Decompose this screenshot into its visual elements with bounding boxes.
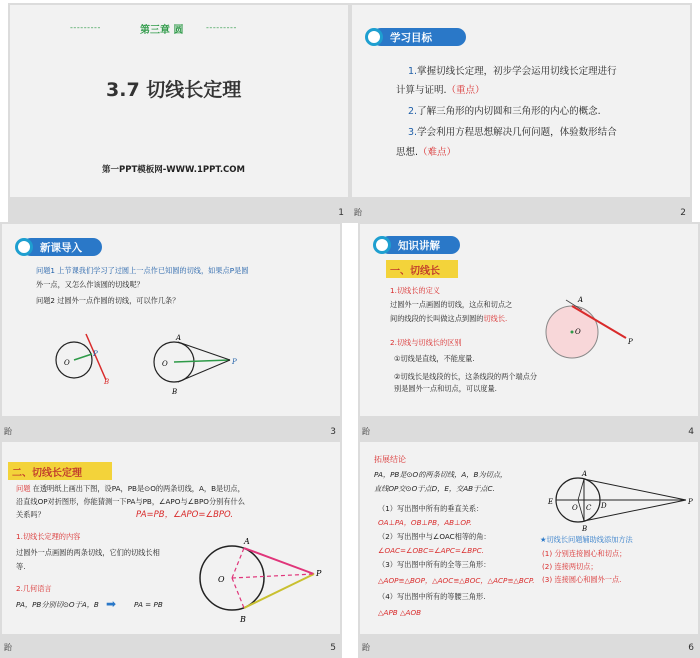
label-O: O [572,504,578,512]
slide-thumbnail-4[interactable] [358,222,700,442]
intro-line1: PA，PB是⊙O的两条切线，A，B为切点， [374,470,508,479]
intro-line2: 直线OP交⊙O于点D，E，交AB于点C. [374,484,495,493]
label-P: P [688,498,693,506]
slide-title: 拓展结论 [374,455,406,464]
label-B: B [240,615,246,624]
slide-6-canvas [360,442,698,634]
slide-mark: 跆 [362,643,370,652]
difference-2-line2: 别是圆外一点和切点，可以度量. [394,384,497,393]
objective-1-line2: 计算与证明.（重点） [396,85,485,96]
answer-3: △AOP≌△BOP，△AOC≌△BOC，△ACP≌△BCP. [378,576,535,585]
objective-1-line1: 1.掌握切线长定理，初步学会运用切线长定理进行 [408,66,617,77]
slide-mark: 跆 [354,208,362,217]
chapter-dashes-right: - - - - - - - - - [206,23,236,32]
header-title: 新课导入 [40,242,82,254]
label-O2: O [162,360,168,368]
slide-mark: 跆 [4,427,12,436]
tangent-length-diagram [540,290,650,370]
content-title: 1.切线长定理的内容 [16,532,81,541]
oa-line [232,548,244,578]
page-number: 2 [680,208,686,218]
problem-answer: PA=PB，∠APO=∠BPO. [136,510,234,520]
label-A: A [244,537,250,546]
slide-thumbnail-1[interactable] [8,3,350,223]
header-circle-icon [373,236,391,254]
slide-title: 3.7 切线长定理 [106,79,242,101]
header-title: 学习目标 [390,32,432,44]
label-P: P [628,338,633,346]
objective-3-line1: 3.学会利用方程思想解决几何问题，体验数形结合 [408,127,617,138]
header-title: 知识讲解 [398,240,440,252]
label-P: P [93,350,98,358]
slide-1-canvas [10,5,348,197]
slide-thumbnail-2[interactable] [350,3,692,223]
page-number: 3 [330,427,336,437]
ob-line [578,500,584,521]
answer-2: ∠OAC=∠OBC=∠APC=∠BPC. [378,546,484,555]
label-D: D [601,502,607,510]
problem-line2: 沿直线OP对折图形，你能猜测一下PA与PB，∠APO与∠BPO分别有什么 [16,497,245,506]
footer-text: 第一PPT模板网-WWW.1PPT.COM [102,165,245,175]
label-A: A [582,470,588,478]
label-A: A [176,334,182,342]
question-2: （2）写出图中与∠OAC相等的角： [378,532,491,541]
definition-line2: 间的线段的长叫做这点到圆的切线长. [390,314,508,323]
page-number: 6 [688,643,694,653]
tangent-pa [244,548,314,574]
oa-line [578,479,584,500]
section-title: 一、切线长 [390,266,440,277]
question-1-line2: 外一点，又怎么作该圆的切线呢？ [36,280,144,289]
slide-thumbnail-5[interactable] [0,440,342,658]
chapter-label: 第三章 圆 [140,25,184,36]
radius-1 [74,354,92,360]
slide-thumbnail-6[interactable] [358,440,700,658]
tip-title: ★切线长问题辅助线添加方法 [540,535,633,544]
question-1-line1: 问题1 上节课我们学习了过圆上一点作已知圆的切线，如果点P是圆 [36,266,249,275]
label-O: O [575,328,581,336]
extended-conclusion-diagram [538,464,696,534]
question-2: 问题2 过圆外一点作圆的切线，可以作几条？ [36,296,180,305]
header-circle-icon [365,28,383,46]
label-B2: B [172,388,178,396]
tangent-diagrams [42,332,262,406]
label-C: C [586,504,592,512]
label-A: A [578,296,584,304]
language-title: 2.几何语言 [16,584,52,593]
question-3: （3）写出图中所有的全等三角形： [378,560,491,569]
label-B: B [582,525,588,533]
tip-2: (2) 连接两切点； [542,562,598,571]
content-line2: 等. [16,562,26,571]
tip-1: (1) 分别连接圆心和切点； [542,549,627,558]
definition-title: 1.切线长的定义 [390,286,440,295]
slide-thumbnail-3[interactable] [0,222,342,442]
op-line [174,360,230,362]
answer-4: △APB △AOB [378,608,422,617]
difference-1: ①切线是直线，不能度量. [394,354,475,363]
problem-line1: 问题 在透明纸上画出下图，设PA，PB是⊙O的两条切线，A，B是切点， [16,484,245,493]
label-O: O [64,359,70,367]
problem-line3: 关系吗？ [16,510,45,519]
tip-3: (3) 连接圆心和圆外一点. [542,575,622,584]
question-4: （4）写出图中所有的等腰三角形. [378,592,486,601]
tangent-theorem-diagram [192,530,332,630]
slide-mark: 跆 [4,643,12,652]
ob-line [232,578,244,608]
content-line1: 过圆外一点画圆的两条切线，它们的切线长相 [16,548,160,557]
slide-5-canvas [2,442,340,634]
chapter-dashes-left: - - - - - - - - - [70,23,100,32]
header-circle-icon [15,238,33,256]
arrow-right-icon: ➡ [106,597,117,611]
slide-mark: 跆 [362,427,370,436]
label-B: B [104,378,110,386]
language-text: PA，PB分别切⊙O于A，B [16,600,99,609]
slide-4-canvas [360,224,698,416]
page-number: 5 [330,643,336,653]
section-title: 二、切线长定理 [12,468,82,479]
label-E: E [548,498,554,506]
difference-title: 2.切线与切线长的区别 [390,338,462,347]
slide-2-canvas [352,5,690,197]
difference-2-line1: ②切线长是线段的长，这条线段的两个端点分 [394,372,538,381]
question-1: （1）写出图中所有的垂直关系： [378,504,484,513]
label-P2: P [232,358,237,366]
language-result: PA = PB [134,600,163,609]
center-point [571,331,574,334]
objective-3-line2: 思想.（难点） [396,147,457,158]
op-line [232,574,314,578]
answer-1: OA⊥PA，OB⊥PB，AB⊥OP. [378,518,472,527]
page-number: 4 [688,427,694,437]
objective-2: 2.了解三角形的内切圆和三角形的内心的概念. [408,106,601,117]
slide-3-canvas [2,224,340,416]
page-number: 1 [338,208,344,218]
tangent-pa [178,342,230,360]
tangent-pb [244,574,314,608]
tangent-pb [178,360,230,382]
definition-line1: 过圆外一点画圆的切线，这点和切点之 [390,300,513,309]
label-O: O [218,575,225,584]
label-P: P [316,569,322,578]
